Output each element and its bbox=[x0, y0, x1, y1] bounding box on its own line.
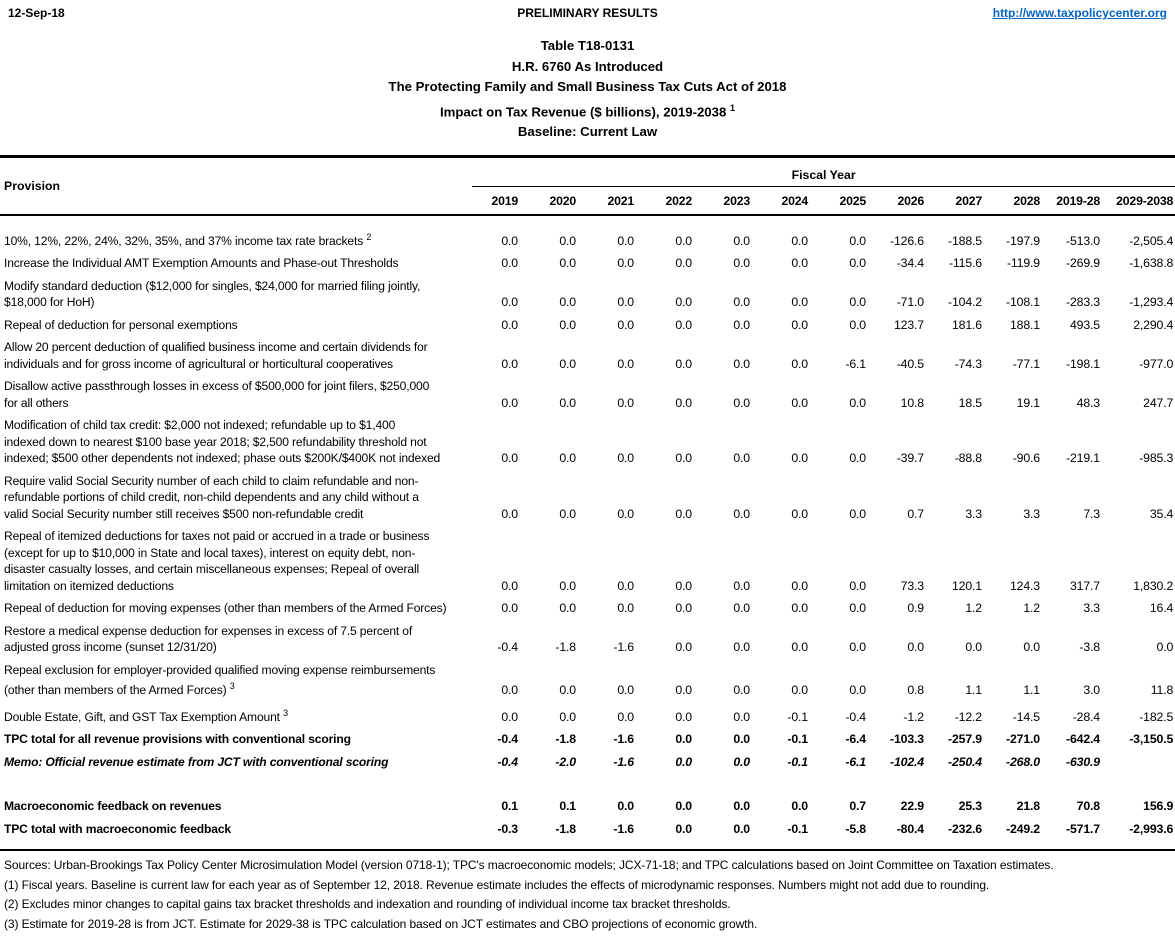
value-cell: -0.1 bbox=[787, 709, 808, 724]
value-cell: 0.0 bbox=[675, 732, 692, 747]
value-cell: 0.0 bbox=[907, 640, 924, 655]
provision-label: Allow 20 percent deduction of qualified business income and certain dividends for individuals and for gross income of agricultural or horticultural cooperatives bbox=[4, 340, 428, 371]
value-cell: -232.6 bbox=[948, 821, 982, 836]
value-cell: 3.3 bbox=[1023, 506, 1040, 521]
value-cell: 0.0 bbox=[617, 451, 634, 466]
year-column-header: 2022 bbox=[636, 187, 694, 215]
value-cell: 0.0 bbox=[559, 601, 576, 616]
value-cell: -0.1 bbox=[787, 732, 808, 747]
provision-column-header: Provision bbox=[0, 158, 462, 215]
year-column-header: 2026 bbox=[868, 187, 926, 215]
year-column-header: 2019 bbox=[462, 187, 520, 215]
value-cell: 0.0 bbox=[559, 256, 576, 271]
value-cell: 0.0 bbox=[559, 356, 576, 371]
provision-label: Memo: Official revenue estimate from JCT with conventional scoring bbox=[4, 754, 389, 769]
value-cell: 0.0 bbox=[733, 295, 750, 310]
footnote-ref: 3 bbox=[283, 707, 289, 718]
provision-label: 10%, 12%, 22%, 24%, 32%, 35%, and 37% income tax rate brackets $^2$ bbox=[4, 231, 372, 248]
value-cell: -104.2 bbox=[948, 295, 982, 310]
provision-label: Disallow active passthrough losses in excess of $500,000 for joint filers, $250,000 for all others bbox=[4, 379, 430, 410]
value-cell: 0.0 bbox=[733, 578, 750, 593]
value-cell: -283.3 bbox=[1066, 295, 1100, 310]
value-cell: 0.0 bbox=[675, 506, 692, 521]
value-cell: 0.0 bbox=[733, 683, 750, 698]
value-cell: 0.0 bbox=[617, 395, 634, 410]
value-cell: -1.2 bbox=[903, 709, 924, 724]
value-cell: 73.3 bbox=[900, 578, 924, 593]
value-cell: -71.0 bbox=[896, 295, 924, 310]
value-cell: 10.8 bbox=[900, 395, 924, 410]
value-cell: -188.5 bbox=[948, 233, 982, 248]
value-cell: -513.0 bbox=[1066, 233, 1100, 248]
value-cell: 188.1 bbox=[1009, 317, 1040, 332]
table-row bbox=[0, 333, 1175, 372]
value-cell: 0.0 bbox=[501, 395, 518, 410]
value-cell: 18.5 bbox=[958, 395, 982, 410]
value-cell: -34.4 bbox=[896, 256, 924, 271]
value-cell: -642.4 bbox=[1066, 732, 1100, 747]
table-row bbox=[0, 699, 1175, 726]
table-row bbox=[0, 522, 1175, 594]
value-cell: 3.3 bbox=[1083, 601, 1100, 616]
value-cell: 0.0 bbox=[675, 799, 692, 814]
table-row bbox=[0, 748, 1175, 771]
table-number-title: Table T18-0131 bbox=[540, 38, 635, 53]
provision-label: Repeal of itemized deductions for taxes not paid or accrued in a trade or business (except for up to $10,000 in State and local taxes), interest on equity debt, non- disaster casualty losses, and certain miscellaneous expenses; Repeal of overall limitation on itemized deductions bbox=[4, 529, 430, 593]
value-cell: 0.0 bbox=[501, 451, 518, 466]
value-cell: 0.0 bbox=[849, 451, 866, 466]
value-cell: 0.0 bbox=[791, 799, 808, 814]
value-cell: -40.5 bbox=[896, 356, 924, 371]
value-cell: -6.1 bbox=[845, 754, 866, 769]
value-cell: 0.0 bbox=[559, 709, 576, 724]
value-cell: -1.6 bbox=[613, 754, 634, 769]
value-cell: -269.9 bbox=[1066, 256, 1100, 271]
year-column-header: 2020 bbox=[520, 187, 578, 215]
value-cell: -0.3 bbox=[497, 821, 518, 836]
value-cell: 0.0 bbox=[617, 356, 634, 371]
value-cell: 0.0 bbox=[559, 451, 576, 466]
value-cell: -0.4 bbox=[497, 754, 518, 769]
value-cell: -115.6 bbox=[948, 256, 982, 271]
impact-title: Impact on Tax Revenue ($ billions), 2019-2038 $^1$ bbox=[439, 102, 735, 119]
value-cell: -102.4 bbox=[890, 754, 924, 769]
value-cell: 0.0 bbox=[791, 601, 808, 616]
value-cell: 0.0 bbox=[501, 601, 518, 616]
value-cell: 0.0 bbox=[849, 683, 866, 698]
value-cell: 0.0 bbox=[617, 506, 634, 521]
value-cell: 0.0 bbox=[559, 395, 576, 410]
value-cell: 0.0 bbox=[617, 799, 634, 814]
value-cell: 0.0 bbox=[617, 601, 634, 616]
value-cell: 0.0 bbox=[501, 356, 518, 371]
value-cell: 0.0 bbox=[733, 356, 750, 371]
value-cell: -5.8 bbox=[845, 821, 866, 836]
value-cell: -119.9 bbox=[1006, 256, 1040, 271]
value-cell: -1.6 bbox=[613, 732, 634, 747]
value-cell: 247.7 bbox=[1143, 395, 1174, 410]
value-cell: 0.0 bbox=[733, 256, 750, 271]
value-cell: 16.4 bbox=[1149, 601, 1174, 616]
value-cell: 0.0 bbox=[791, 317, 808, 332]
value-cell: 0.0 bbox=[617, 709, 634, 724]
value-cell: -1.8 bbox=[555, 732, 576, 747]
value-cell: 3.0 bbox=[1083, 683, 1100, 698]
value-cell: -257.9 bbox=[948, 732, 982, 747]
value-cell: 0.0 bbox=[733, 754, 750, 769]
value-cell: 0.0 bbox=[559, 506, 576, 521]
year-column-header: 2028 bbox=[984, 187, 1042, 215]
value-cell: 123.7 bbox=[893, 317, 924, 332]
value-cell: 0.0 bbox=[501, 683, 518, 698]
value-cell: 0.0 bbox=[675, 451, 692, 466]
value-cell: 0.0 bbox=[849, 256, 866, 271]
taxpolicycenter-link[interactable]: http://www.taxpolicycenter.org bbox=[992, 6, 1167, 20]
footnote-line: (3) Estimate for 2019-28 is from JCT. Estimate for 2029-38 is TPC calculation based on JCT estimates and CBO projections of economic growth. bbox=[4, 916, 758, 931]
value-cell: -2,505.4 bbox=[1129, 233, 1174, 248]
value-cell: 0.0 bbox=[791, 640, 808, 655]
value-cell: 48.3 bbox=[1076, 395, 1100, 410]
value-cell: 0.0 bbox=[733, 799, 750, 814]
provision-label: Modification of child tax credit: $2,000 not indexed; refundable up to $1,400 indexed down to nearest $100 base year 2018; $2,500 refundability threshold not indexed; $500 other dependents not indexed; phase outs $200K/$400K not indexed bbox=[4, 418, 441, 466]
value-cell: -0.1 bbox=[787, 754, 808, 769]
value-cell: 0.0 bbox=[965, 640, 982, 655]
value-cell: 1.1 bbox=[1023, 683, 1040, 698]
value-cell: 3.3 bbox=[965, 506, 982, 521]
footnotes-block bbox=[0, 851, 1175, 934]
value-cell: 0.9 bbox=[907, 601, 924, 616]
value-cell: -0.4 bbox=[497, 732, 518, 747]
provision-label: TPC total with macroeconomic feedback bbox=[4, 821, 231, 836]
value-cell: -103.3 bbox=[890, 732, 924, 747]
value-cell: 0.0 bbox=[791, 451, 808, 466]
table-row bbox=[0, 594, 1175, 617]
value-cell: 0.0 bbox=[501, 317, 518, 332]
value-cell: -77.1 bbox=[1012, 356, 1040, 371]
value-cell: 0.0 bbox=[733, 506, 750, 521]
value-cell: -1.6 bbox=[613, 821, 634, 836]
value-cell: 493.5 bbox=[1069, 317, 1100, 332]
value-cell: -182.5 bbox=[1139, 709, 1174, 724]
value-cell: 0.0 bbox=[849, 395, 866, 410]
value-cell: 35.4 bbox=[1149, 506, 1174, 521]
top-header-bar bbox=[0, 0, 1175, 20]
table-row bbox=[0, 656, 1175, 699]
value-cell: 0.7 bbox=[849, 799, 866, 814]
value-cell: 0.0 bbox=[1023, 640, 1040, 655]
value-cell: 0.0 bbox=[791, 356, 808, 371]
year-column-header: 2021 bbox=[578, 187, 636, 215]
value-cell: -2.0 bbox=[555, 754, 576, 769]
value-cell: 0.0 bbox=[675, 821, 692, 836]
value-cell: 0.0 bbox=[501, 709, 518, 724]
value-cell: 0.0 bbox=[675, 317, 692, 332]
table-row bbox=[0, 770, 1175, 815]
value-cell: 1,830.2 bbox=[1133, 578, 1174, 593]
value-cell: -977.0 bbox=[1139, 356, 1174, 371]
value-cell: 0.0 bbox=[617, 233, 634, 248]
value-cell: 120.1 bbox=[951, 578, 982, 593]
value-cell: 0.0 bbox=[791, 395, 808, 410]
footnote-ref-1: 1 bbox=[729, 102, 735, 113]
value-cell: 0.8 bbox=[907, 683, 924, 698]
table-row bbox=[0, 725, 1175, 748]
table-body bbox=[0, 215, 1175, 850]
value-cell: 0.0 bbox=[733, 233, 750, 248]
value-cell: -80.4 bbox=[896, 821, 924, 836]
year-column-header: 2023 bbox=[694, 187, 752, 215]
value-cell: -268.0 bbox=[1006, 754, 1040, 769]
value-cell: 0.1 bbox=[559, 799, 576, 814]
value-cell: 0.0 bbox=[617, 578, 634, 593]
value-cell: 0.0 bbox=[617, 256, 634, 271]
revenue-impact-table bbox=[0, 158, 1175, 850]
provision-label: Require valid Social Security number of each child to claim refundable and non- refundable portions of child credit, non-child dependents and any child without a valid Social Security number still receives $500 non-refundable credit bbox=[4, 473, 419, 521]
value-cell: 0.0 bbox=[559, 295, 576, 310]
value-cell: -39.7 bbox=[896, 451, 924, 466]
value-cell: 21.8 bbox=[1016, 799, 1040, 814]
value-cell: 0.0 bbox=[791, 233, 808, 248]
value-cell: 11.8 bbox=[1150, 683, 1174, 698]
value-cell: 0.0 bbox=[675, 683, 692, 698]
value-cell: 0.0 bbox=[849, 578, 866, 593]
act-title: The Protecting Family and Small Business Tax Cuts Act of 2018 bbox=[388, 79, 787, 94]
value-cell: 181.6 bbox=[951, 317, 982, 332]
year-column-header: 2025 bbox=[810, 187, 868, 215]
value-cell: -28.4 bbox=[1072, 709, 1100, 724]
value-cell: 0.7 bbox=[907, 506, 924, 521]
value-cell: 0.0 bbox=[501, 295, 518, 310]
year-column-header: 2027 bbox=[926, 187, 984, 215]
provision-label: Repeal exclusion for employer-provided qualified moving expense reimbursements (other than members of the Armed Forces) $^3$ bbox=[4, 662, 436, 698]
value-cell: 0.1 bbox=[501, 799, 518, 814]
value-cell bbox=[1102, 748, 1175, 771]
value-cell: 0.0 bbox=[501, 506, 518, 521]
value-cell: -108.1 bbox=[1006, 295, 1040, 310]
value-cell: 25.3 bbox=[958, 799, 982, 814]
value-cell: 70.8 bbox=[1076, 799, 1100, 814]
value-cell: 0.0 bbox=[733, 709, 750, 724]
value-cell: 0.0 bbox=[617, 317, 634, 332]
value-cell: 0.0 bbox=[559, 683, 576, 698]
value-cell: -14.5 bbox=[1012, 709, 1040, 724]
value-cell: 0.0 bbox=[733, 732, 750, 747]
value-cell: -90.6 bbox=[1012, 451, 1040, 466]
table-row bbox=[0, 815, 1175, 850]
value-cell: 1.2 bbox=[965, 601, 982, 616]
value-cell: 0.0 bbox=[849, 601, 866, 616]
year-column-header: 2024 bbox=[752, 187, 810, 215]
provision-label: Restore a medical expense deduction for expenses in excess of 7.5 percent of adjusted gross income (sunset 12/31/20) bbox=[4, 623, 413, 655]
value-cell: -0.4 bbox=[845, 709, 866, 724]
report-date: 12-Sep-18 bbox=[8, 6, 65, 20]
baseline-title: Baseline: Current Law bbox=[517, 124, 658, 140]
footnote-line: (1) Fiscal years. Baseline is current law for each year as of September 12, 2018. Revenue estimate includes the effects of microdynamic responses. Numbers might not add due to rounding. bbox=[4, 877, 990, 892]
value-cell: 0.0 bbox=[675, 754, 692, 769]
value-cell: 0.0 bbox=[675, 578, 692, 593]
value-cell: 0.0 bbox=[791, 578, 808, 593]
value-cell: 1.1 bbox=[965, 683, 982, 698]
value-cell: 0.0 bbox=[559, 233, 576, 248]
value-cell: -1,638.8 bbox=[1129, 256, 1174, 271]
value-cell: 156.9 bbox=[1143, 799, 1174, 814]
value-cell: 0.0 bbox=[733, 317, 750, 332]
value-cell: -197.9 bbox=[1006, 233, 1040, 248]
year-column-header: 2029-2038 bbox=[1102, 187, 1175, 215]
footnote-ref: 3 bbox=[229, 681, 235, 692]
value-cell: 0.0 bbox=[501, 256, 518, 271]
value-cell: -1.8 bbox=[555, 640, 576, 655]
value-cell: -1.8 bbox=[555, 821, 576, 836]
value-cell: -571.7 bbox=[1066, 821, 1100, 836]
footnote-line: (2) Excludes minor changes to capital gains tax bracket thresholds and indexation and rounding of individual income tax bracket thresholds. bbox=[4, 897, 731, 912]
value-cell: -126.6 bbox=[890, 233, 924, 248]
value-cell: 0.0 bbox=[791, 506, 808, 521]
value-cell: -271.0 bbox=[1006, 732, 1040, 747]
value-cell: -985.3 bbox=[1139, 451, 1174, 466]
table-row bbox=[0, 411, 1175, 467]
value-cell: 0.0 bbox=[675, 601, 692, 616]
value-cell: 1.2 bbox=[1023, 601, 1040, 616]
preliminary-results-label: PRELIMINARY RESULTS bbox=[517, 6, 658, 20]
value-cell: -0.1 bbox=[787, 821, 808, 836]
value-cell: -1,293.4 bbox=[1129, 295, 1174, 310]
value-cell: -74.3 bbox=[954, 356, 982, 371]
value-cell: -1.6 bbox=[613, 640, 634, 655]
value-cell: -6.1 bbox=[845, 356, 866, 371]
value-cell: 0.0 bbox=[675, 640, 692, 655]
table-row bbox=[0, 311, 1175, 334]
value-cell: 0.0 bbox=[849, 233, 866, 248]
value-cell: 0.0 bbox=[617, 295, 634, 310]
value-cell: 317.7 bbox=[1069, 578, 1100, 593]
table-row bbox=[0, 617, 1175, 656]
provision-label: Repeal of deduction for moving expenses (other than members of the Armed Forces) bbox=[4, 601, 447, 616]
value-cell: 0.0 bbox=[791, 683, 808, 698]
value-cell: 0.0 bbox=[675, 233, 692, 248]
table-row bbox=[0, 467, 1175, 523]
table-row bbox=[0, 372, 1175, 411]
fiscal-year-group-header bbox=[462, 158, 1175, 187]
provision-label: Repeal of deduction for personal exemptions bbox=[4, 317, 238, 332]
footnote-ref: 2 bbox=[366, 231, 372, 242]
value-cell: -6.4 bbox=[845, 732, 866, 747]
value-cell: 0.0 bbox=[733, 601, 750, 616]
value-cell: 0.0 bbox=[501, 578, 518, 593]
bill-title: H.R. 6760 As Introduced bbox=[511, 58, 664, 74]
value-cell: -3.8 bbox=[1079, 640, 1100, 655]
value-cell: 0.0 bbox=[733, 640, 750, 655]
table-row bbox=[0, 249, 1175, 272]
value-cell: 0.0 bbox=[733, 451, 750, 466]
fiscal-year-label: Fiscal Year bbox=[472, 168, 1175, 187]
value-cell: 0.0 bbox=[501, 233, 518, 248]
value-cell: -2,993.6 bbox=[1129, 821, 1174, 836]
value-cell: 124.3 bbox=[1009, 578, 1040, 593]
provision-label: Macroeconomic feedback on revenues bbox=[4, 799, 222, 814]
title-block bbox=[0, 36, 1175, 143]
value-cell: -249.2 bbox=[1006, 821, 1040, 836]
value-cell: 2,290.4 bbox=[1133, 317, 1174, 332]
value-cell: -88.8 bbox=[954, 451, 982, 466]
value-cell: 0.0 bbox=[791, 256, 808, 271]
value-cell: 0.0 bbox=[675, 256, 692, 271]
value-cell: 0.0 bbox=[675, 295, 692, 310]
provision-label: Modify standard deduction ($12,000 for singles, $24,000 for married filing jointly, $18,000 for HoH) bbox=[4, 278, 421, 310]
value-cell: 0.0 bbox=[675, 356, 692, 371]
value-cell: 0.0 bbox=[617, 683, 634, 698]
provision-label: Double Estate, Gift, and GST Tax Exemption Amount $^3$ bbox=[4, 707, 289, 724]
value-cell: 0.0 bbox=[791, 295, 808, 310]
value-cell: 0.0 bbox=[733, 821, 750, 836]
value-cell: -250.4 bbox=[948, 754, 982, 769]
value-cell: 0.0 bbox=[559, 578, 576, 593]
value-cell: -0.4 bbox=[497, 640, 518, 655]
provision-label: Increase the Individual AMT Exemption Amounts and Phase-out Thresholds bbox=[4, 256, 399, 271]
table-row bbox=[0, 215, 1175, 250]
value-cell: 0.0 bbox=[675, 709, 692, 724]
provision-label: TPC total for all revenue provisions with conventional scoring bbox=[4, 732, 351, 747]
value-cell: 0.0 bbox=[849, 295, 866, 310]
value-cell: 0.0 bbox=[849, 506, 866, 521]
value-cell: -630.9 bbox=[1066, 754, 1100, 769]
footnote-line: Sources: Urban-Brookings Tax Policy Center Microsimulation Model (version 0718-1); TPC's macroeconomic models; JCX-71-18; and TPC calculations based on Joint Committee on Taxation estimates. bbox=[4, 858, 1054, 873]
value-cell: -198.1 bbox=[1066, 356, 1100, 371]
value-cell: -3,150.5 bbox=[1129, 732, 1174, 747]
value-cell: 0.0 bbox=[1156, 640, 1174, 655]
year-column-header: 2019-28 bbox=[1042, 187, 1102, 215]
value-cell: -12.2 bbox=[954, 709, 982, 724]
value-cell: 0.0 bbox=[849, 640, 866, 655]
value-cell: 22.9 bbox=[900, 799, 924, 814]
value-cell: -219.1 bbox=[1066, 451, 1100, 466]
table-row bbox=[0, 272, 1175, 311]
value-cell: 0.0 bbox=[559, 317, 576, 332]
value-cell: 19.1 bbox=[1016, 395, 1040, 410]
value-cell: 0.0 bbox=[675, 395, 692, 410]
value-cell: 7.3 bbox=[1083, 506, 1100, 521]
value-cell: 0.0 bbox=[849, 317, 866, 332]
value-cell: 0.0 bbox=[733, 395, 750, 410]
